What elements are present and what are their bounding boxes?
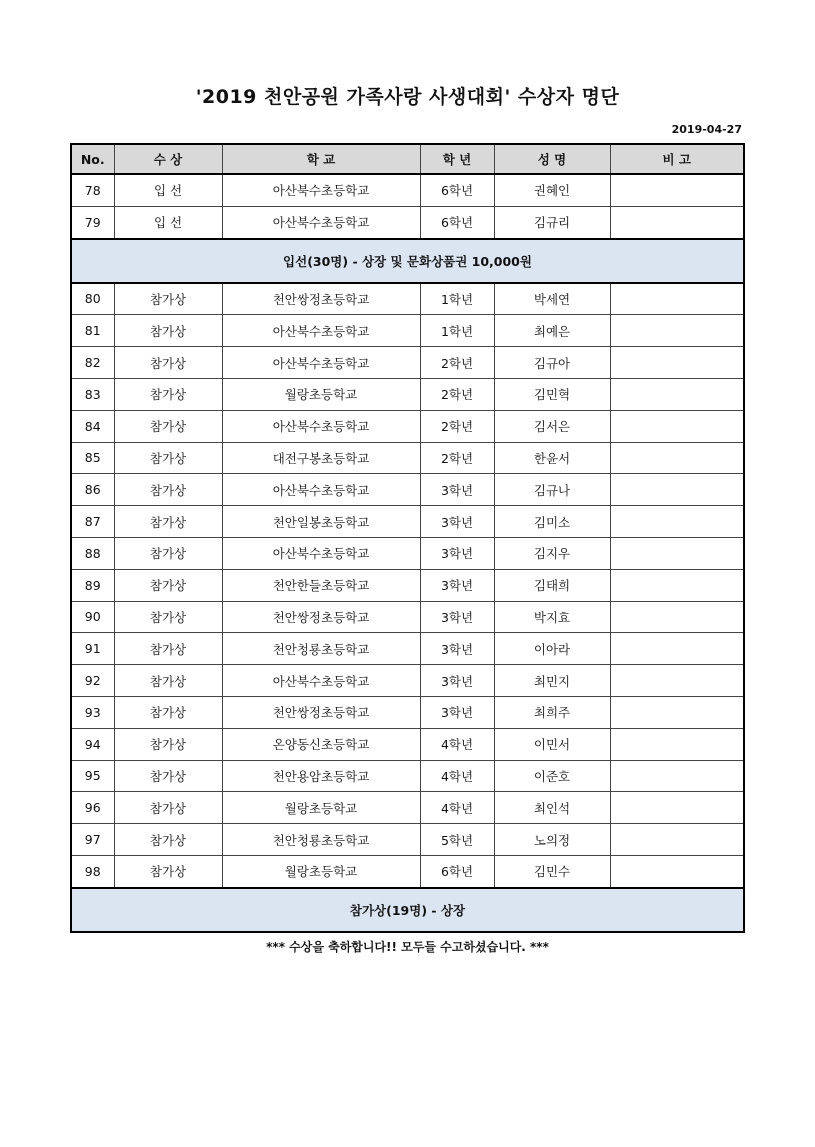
cell-no: 97 [71,824,114,856]
cell-grade: 3학년 [420,569,494,601]
cell-name: 노의정 [494,824,610,856]
cell-award: 참가상 [114,378,222,410]
cell-no: 98 [71,855,114,887]
cell-award: 입 선 [114,206,222,238]
cell-note [610,855,744,887]
cell-grade: 2학년 [420,347,494,379]
cell-note [610,665,744,697]
summary-row-merit [71,239,744,283]
cell-note [610,760,744,792]
cell-grade: 6학년 [420,206,494,238]
cell-grade: 3학년 [420,665,494,697]
cell-grade: 2학년 [420,410,494,442]
cell-grade: 3학년 [420,537,494,569]
cell-name: 최인석 [494,792,610,824]
cell-grade: 3학년 [420,633,494,665]
cell-no: 78 [71,174,114,206]
cell-school: 월랑초등학교 [222,855,420,887]
table-row [71,633,744,665]
cell-note [610,506,744,538]
cell-school: 아산북수초등학교 [222,206,420,238]
table-row [71,569,744,601]
table-row [71,410,744,442]
cell-name: 이준호 [494,760,610,792]
cell-note [610,378,744,410]
cell-no: 89 [71,569,114,601]
cell-note [610,283,744,315]
cell-no: 92 [71,665,114,697]
cell-note [610,569,744,601]
cell-note [610,315,744,347]
cell-name: 이아라 [494,633,610,665]
table-row [71,474,744,506]
cell-no: 93 [71,696,114,728]
header-grade: 학 년 [420,144,494,174]
cell-no: 86 [71,474,114,506]
cell-no: 94 [71,728,114,760]
cell-no: 84 [71,410,114,442]
cell-grade: 4학년 [420,728,494,760]
cell-grade: 6학년 [420,855,494,887]
cell-school: 월랑초등학교 [222,792,420,824]
cell-name: 박세연 [494,283,610,315]
cell-award: 참가상 [114,633,222,665]
cell-school: 천안쌍정초등학교 [222,283,420,315]
table-row [71,174,744,206]
cell-grade: 3학년 [420,506,494,538]
cell-name: 김민수 [494,855,610,887]
cell-no: 81 [71,315,114,347]
cell-award: 참가상 [114,442,222,474]
table-row [71,378,744,410]
cell-note [610,696,744,728]
cell-award: 입 선 [114,174,222,206]
header-school: 학 교 [222,144,420,174]
cell-grade: 4학년 [420,760,494,792]
table-row [71,537,744,569]
cell-grade: 2학년 [420,378,494,410]
cell-grade: 3학년 [420,474,494,506]
cell-name: 박지효 [494,601,610,633]
table-row [71,728,744,760]
cell-name: 김규나 [494,474,610,506]
cell-name: 김민혁 [494,378,610,410]
cell-award: 참가상 [114,506,222,538]
cell-name: 김서은 [494,410,610,442]
cell-school: 천안쌍정초등학교 [222,601,420,633]
header-no: No. [71,144,114,174]
cell-award: 참가상 [114,537,222,569]
cell-name: 김태희 [494,569,610,601]
cell-no: 96 [71,792,114,824]
cell-school: 천안일봉초등학교 [222,506,420,538]
cell-award: 참가상 [114,601,222,633]
cell-name: 김지우 [494,537,610,569]
cell-school: 아산북수초등학교 [222,315,420,347]
cell-award: 참가상 [114,315,222,347]
table-row [71,855,744,887]
cell-name: 최희주 [494,696,610,728]
cell-note [610,824,744,856]
cell-award: 참가상 [114,283,222,315]
cell-school: 아산북수초등학교 [222,174,420,206]
cell-name: 최예은 [494,315,610,347]
cell-award: 참가상 [114,569,222,601]
cell-school: 천안청룡초등학교 [222,633,420,665]
summary-row-participation [71,888,744,932]
page-title: '2019 천안공원 가족사랑 사생대회' 수상자 명단 [195,86,620,108]
table-row [71,760,744,792]
cell-school: 온양동신초등학교 [222,728,420,760]
cell-no: 79 [71,206,114,238]
header-note: 비 고 [610,144,744,174]
cell-award: 참가상 [114,824,222,856]
cell-no: 90 [71,601,114,633]
cell-award: 참가상 [114,792,222,824]
cell-note [610,537,744,569]
header-name: 성 명 [494,144,610,174]
cell-note [610,474,744,506]
cell-no: 80 [71,283,114,315]
cell-award: 참가상 [114,728,222,760]
cell-name: 김규아 [494,347,610,379]
cell-no: 85 [71,442,114,474]
cell-school: 대전구봉초등학교 [222,442,420,474]
cell-award: 참가상 [114,760,222,792]
table-row [71,283,744,315]
summary-merit: 입선(30명) - 상장 및 문화상품권 10,000원 [71,239,744,283]
cell-grade: 4학년 [420,792,494,824]
cell-school: 천안용암초등학교 [222,760,420,792]
cell-school: 천안한들초등학교 [222,569,420,601]
table-row [71,696,744,728]
cell-note [610,206,744,238]
cell-school: 월랑초등학교 [222,378,420,410]
table-row [71,347,744,379]
cell-no: 82 [71,347,114,379]
table-header-row [71,144,744,174]
cell-grade: 1학년 [420,315,494,347]
cell-school: 아산북수초등학교 [222,665,420,697]
cell-school: 아산북수초등학교 [222,474,420,506]
cell-note [610,442,744,474]
cell-no: 95 [71,760,114,792]
cell-note [610,792,744,824]
cell-grade: 3학년 [420,601,494,633]
table-row [71,315,744,347]
cell-grade: 1학년 [420,283,494,315]
cell-note [610,410,744,442]
cell-name: 김규리 [494,206,610,238]
table-row [71,824,744,856]
cell-award: 참가상 [114,410,222,442]
cell-no: 91 [71,633,114,665]
cell-name: 권혜인 [494,174,610,206]
cell-grade: 5학년 [420,824,494,856]
cell-school: 아산북수초등학교 [222,537,420,569]
table-row [71,792,744,824]
table-row [71,206,744,238]
cell-note [610,347,744,379]
cell-grade: 3학년 [420,696,494,728]
congratulations-footer: *** 수상을 축하합니다!! 모두들 수고하셨습니다. *** [266,940,549,954]
table-row [71,506,744,538]
event-date: 2019-04-27 [671,123,742,136]
cell-no: 88 [71,537,114,569]
cell-note [610,174,744,206]
cell-award: 참가상 [114,474,222,506]
table-row [71,442,744,474]
winners-table [70,143,745,933]
cell-no: 87 [71,506,114,538]
cell-school: 천안청룡초등학교 [222,824,420,856]
cell-note [610,601,744,633]
cell-award: 참가상 [114,665,222,697]
cell-award: 참가상 [114,347,222,379]
cell-school: 아산북수초등학교 [222,410,420,442]
cell-name: 한윤서 [494,442,610,474]
cell-name: 이민서 [494,728,610,760]
cell-award: 참가상 [114,855,222,887]
cell-school: 아산북수초등학교 [222,347,420,379]
cell-no: 83 [71,378,114,410]
cell-grade: 2학년 [420,442,494,474]
header-award: 수 상 [114,144,222,174]
table-row [71,665,744,697]
cell-note [610,728,744,760]
cell-school: 천안쌍정초등학교 [222,696,420,728]
cell-name: 최민지 [494,665,610,697]
table-row [71,601,744,633]
cell-grade: 6학년 [420,174,494,206]
cell-note [610,633,744,665]
summary-participation: 참가상(19명) - 상장 [71,888,744,932]
cell-award: 참가상 [114,696,222,728]
cell-name: 김미소 [494,506,610,538]
